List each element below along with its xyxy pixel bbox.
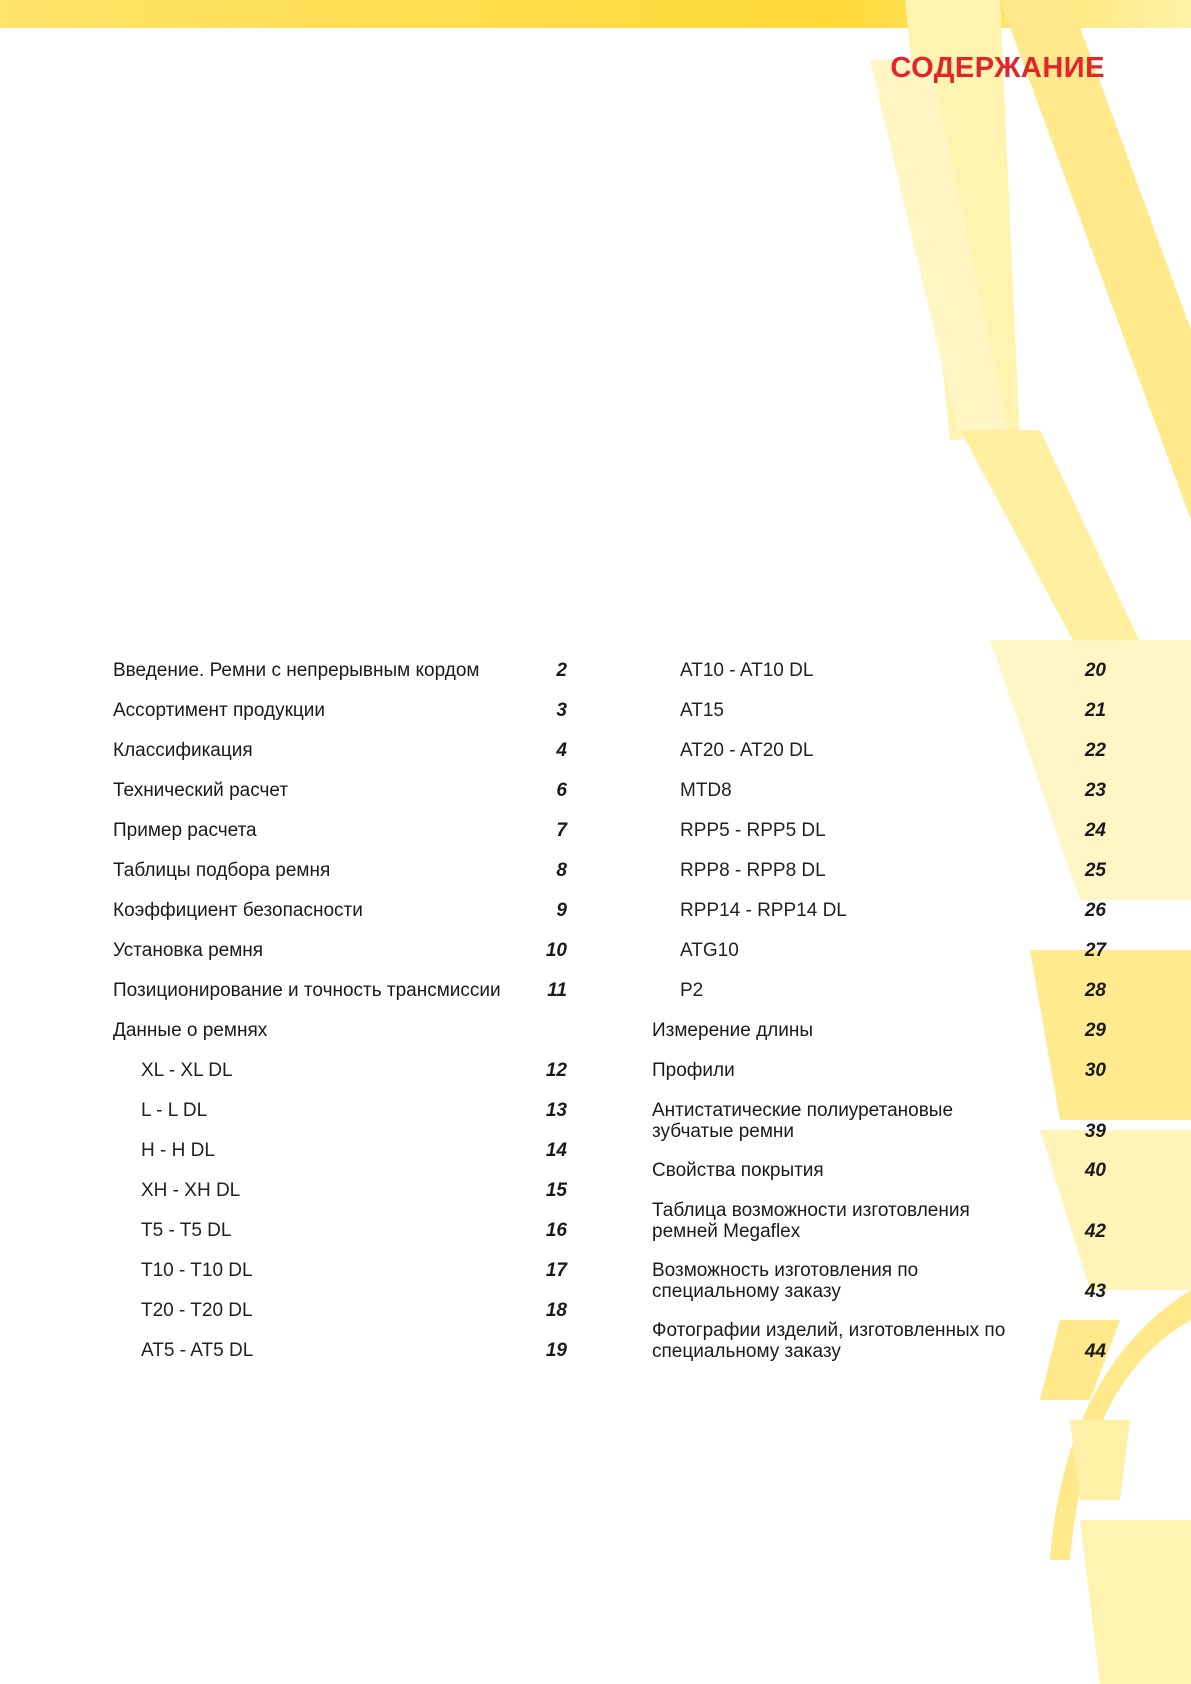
toc-entry[interactable] xyxy=(113,1340,567,1361)
toc-entry-label-line: специальному заказу xyxy=(652,1281,841,1302)
toc-entry[interactable] xyxy=(113,860,567,881)
toc-entry-label: P2 xyxy=(680,980,704,1001)
toc-entry-label: Свойства покрытия xyxy=(652,1160,824,1181)
toc-entry-label: T20 - T20 DL xyxy=(141,1300,253,1321)
toc-entry-page-number: 39 xyxy=(1084,1121,1106,1142)
toc-entry-label-line: Возможность изготовления по xyxy=(652,1260,919,1281)
toc-entry[interactable] xyxy=(652,1060,1106,1081)
toc-entry-page-number: 6 xyxy=(556,780,567,801)
toc-entry-label: Введение. Ремни с непрерывным кордом xyxy=(113,660,480,681)
toc-entry-label: ATG10 xyxy=(680,940,739,961)
toc-entry[interactable] xyxy=(113,900,567,921)
toc-entry-page-number: 28 xyxy=(1084,980,1106,1001)
toc-entry-label: MTD8 xyxy=(680,780,732,801)
toc-entry-label xyxy=(652,1320,1005,1362)
toc-entry-page-number: 8 xyxy=(556,860,567,881)
toc-entry-page-number: 19 xyxy=(545,1340,567,1361)
toc-entry-label: Классификация xyxy=(113,740,253,761)
toc-entry[interactable] xyxy=(113,980,567,1001)
toc-entry-label: Ассортимент продукции xyxy=(113,700,326,721)
toc-entry-page-number: 23 xyxy=(1084,780,1106,801)
toc-entry[interactable] xyxy=(652,980,1106,1001)
toc-entry[interactable] xyxy=(113,1300,567,1321)
toc-entry-label: RPP5 - RPP5 DL xyxy=(680,820,826,841)
toc-entry-label-line: специальному заказу xyxy=(652,1341,841,1362)
toc-entry[interactable] xyxy=(652,820,1106,841)
toc-entry-label: Технический расчет xyxy=(113,780,289,801)
toc-entry-label-line: ремней Megaflex xyxy=(652,1221,801,1242)
toc-entry[interactable] xyxy=(113,700,567,721)
toc-entry-label: Установка ремня xyxy=(113,940,264,961)
toc-entry-label: XL - XL DL xyxy=(141,1060,233,1081)
toc-entry-page-number: 17 xyxy=(545,1260,567,1281)
toc-entry[interactable] xyxy=(113,1100,567,1121)
toc-entry[interactable] xyxy=(113,780,567,801)
toc-entry-label: L - L DL xyxy=(141,1100,208,1121)
toc-entry[interactable] xyxy=(113,1260,567,1281)
toc-entry-label: RPP14 - RPP14 DL xyxy=(680,900,847,921)
toc-entry-page-number: 44 xyxy=(1084,1341,1106,1362)
toc-entry-page-number: 22 xyxy=(1084,740,1106,761)
toc-entry-label: AT10 - AT10 DL xyxy=(680,660,814,681)
toc-entry-label: T5 - T5 DL xyxy=(141,1220,232,1241)
toc-entry-page-number: 30 xyxy=(1084,1060,1106,1081)
toc-entry[interactable] xyxy=(113,1060,567,1081)
toc-entry-label: AT5 - AT5 DL xyxy=(141,1340,254,1361)
toc-entry[interactable] xyxy=(652,660,1106,681)
toc-entry[interactable] xyxy=(113,820,567,841)
toc-entry-label: XH - XH DL xyxy=(141,1180,241,1201)
toc-entry-label: Измерение длины xyxy=(652,1020,814,1041)
toc-entry[interactable] xyxy=(652,1200,1106,1242)
toc-entry[interactable] xyxy=(652,1020,1106,1041)
toc-entry-page-number: 4 xyxy=(556,740,567,761)
toc-entry-page-number: 2 xyxy=(556,660,567,681)
toc-entry-label xyxy=(652,1260,918,1302)
toc-entry-page-number: 43 xyxy=(1084,1281,1106,1302)
toc-entry-label xyxy=(652,1200,970,1242)
page-title: СОДЕРЖАНИЕ xyxy=(890,52,1105,84)
toc-entry-label xyxy=(652,1100,953,1142)
toc-entry[interactable] xyxy=(652,740,1106,761)
toc-entry-label: AT20 - AT20 DL xyxy=(680,740,814,761)
toc-entry-page-number: 3 xyxy=(556,700,567,721)
toc-entry[interactable] xyxy=(113,660,567,681)
toc-entry[interactable] xyxy=(113,1220,567,1241)
toc-entry-label: Пример расчета xyxy=(113,820,257,841)
toc-entry-label: Данные о ремнях xyxy=(113,1020,268,1041)
toc-entry-page-number: 40 xyxy=(1084,1160,1106,1181)
toc-entry-page-number: 7 xyxy=(556,820,567,841)
toc-entry-page-number: 21 xyxy=(1084,700,1106,721)
toc-entry[interactable] xyxy=(113,1180,567,1201)
toc-entry[interactable] xyxy=(113,940,567,961)
toc-entry-label: Позиционирование и точность трансмиссии xyxy=(113,980,501,1001)
toc-entry[interactable] xyxy=(652,1100,1106,1142)
toc-entry-label: AT15 xyxy=(680,700,725,721)
toc-entry[interactable] xyxy=(652,900,1106,921)
toc-entry-page-number: 16 xyxy=(545,1220,567,1241)
toc-entry-page-number: 27 xyxy=(1084,940,1106,961)
toc-entry[interactable] xyxy=(652,1320,1106,1362)
toc-entry-page-number: 24 xyxy=(1084,820,1106,841)
toc-entry-page-number: 26 xyxy=(1084,900,1106,921)
toc-entry-page-number: 13 xyxy=(545,1100,567,1121)
toc-entry-page-number: 20 xyxy=(1084,660,1106,681)
toc-entry[interactable] xyxy=(652,860,1106,881)
toc-entry[interactable] xyxy=(652,780,1106,801)
toc-entry-page-number: 25 xyxy=(1084,860,1106,881)
toc-entry-label-line: Антистатические полиуретановые xyxy=(652,1100,954,1121)
toc-entry[interactable] xyxy=(113,1140,567,1161)
toc-entry-page-number: 10 xyxy=(545,940,567,961)
toc-entry-label: H - H DL xyxy=(141,1140,215,1161)
toc-entry-page-number: 15 xyxy=(545,1180,567,1201)
toc-entry-label: Таблицы подбора ремня xyxy=(113,860,331,881)
toc-entry-page-number: 12 xyxy=(545,1060,567,1081)
toc-entry[interactable] xyxy=(652,700,1106,721)
toc-entry-label-line: зубчатые ремни xyxy=(652,1121,795,1142)
toc-entry-page-number: 42 xyxy=(1084,1221,1106,1242)
toc-entry[interactable] xyxy=(652,1260,1106,1302)
toc-entry[interactable] xyxy=(113,740,567,761)
toc-entry-page-number: 14 xyxy=(545,1140,567,1161)
toc-entry-page-number: 9 xyxy=(556,900,567,921)
toc-entry-page-number: 18 xyxy=(545,1300,567,1321)
toc-entry-label: Коэффициент безопасности xyxy=(113,900,363,921)
toc-entry-label: RPP8 - RPP8 DL xyxy=(680,860,826,881)
toc-entry[interactable] xyxy=(652,940,1106,961)
toc-entry-page-number: 29 xyxy=(1084,1020,1106,1041)
toc-entry-label: Профили xyxy=(652,1060,735,1081)
toc-entry[interactable] xyxy=(652,1160,1106,1181)
toc-entry-page-number: 11 xyxy=(547,980,567,1001)
toc-entry-label: T10 - T10 DL xyxy=(141,1260,253,1281)
toc-entry-label-line: Фотографии изделий, изготовленных по xyxy=(652,1320,1006,1341)
toc-entry[interactable] xyxy=(113,1020,567,1041)
toc-entry-label-line: Таблица возможности изготовления xyxy=(652,1200,970,1221)
